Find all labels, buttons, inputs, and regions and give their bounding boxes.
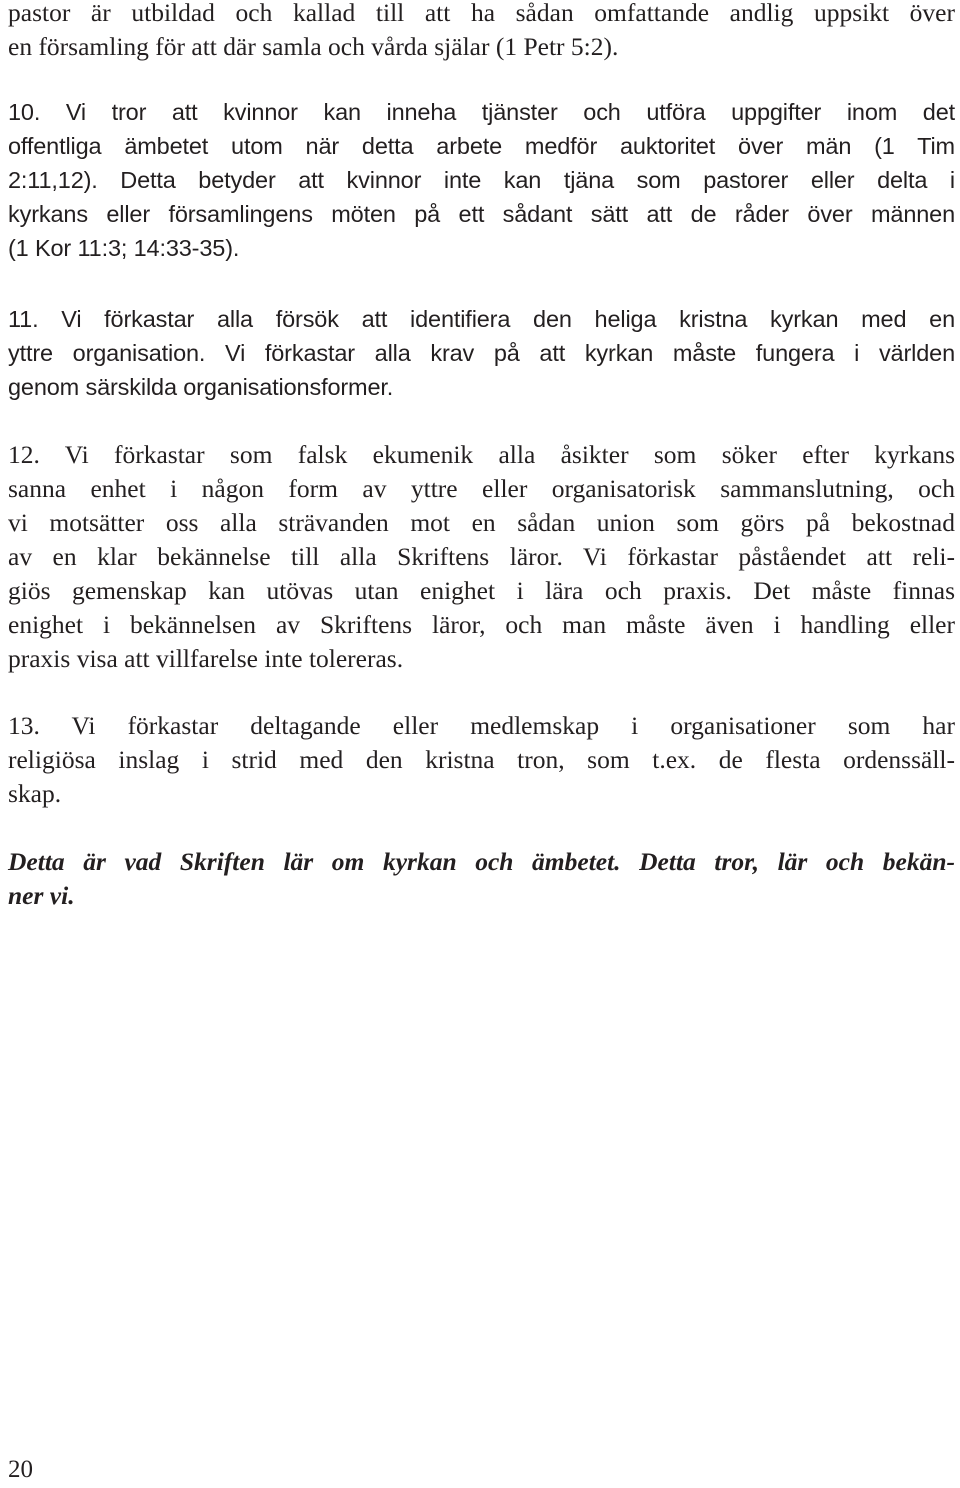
text-line: sanna enhet i någon form av yttre eller organisatorisk sammanslutning, och [8, 474, 955, 503]
text-line: ner vi. [8, 881, 75, 910]
text-line: pastor är utbildad och kallad till att ha sådan omfattande andlig uppsikt över [8, 0, 955, 27]
text-line: kyrkans eller församlingens möten på ett sådant sätt att de råder över männen [8, 201, 955, 227]
text-line: enighet i bekännelsen av Skriftens läror, och man måste även i handling eller [8, 610, 955, 639]
text-line: skap. [8, 779, 62, 808]
text-line: av en klar bekännelse till alla Skriftens läror. Vi förkastar påståendet att reli- [8, 542, 955, 571]
paragraph-11 [8, 302, 955, 404]
text-line: vi motsätter oss alla strävanden mot en sådan union som görs på bekostnad [8, 508, 955, 537]
text-line: praxis visa att villfarelse inte tolereras. [8, 644, 404, 673]
paragraph-10 [8, 95, 955, 265]
text-line: 10. Vi tror att kvinnor kan inneha tjänster och utföra uppgifter inom det [8, 99, 955, 125]
text-line: offentliga ämbetet utom när detta arbete medför auktoritet över män (1 Tim [8, 133, 955, 159]
paragraph-continuation [8, 0, 955, 64]
text-line: en församling för att där samla och vårda själar (1 Petr 5:2). [8, 32, 619, 61]
text-line: religiösa inslag i strid med den kristna tron, som t.ex. de flesta ordenssäll- [8, 745, 955, 774]
text-line: genom särskilda organisationsformer. [8, 374, 394, 400]
text-line: 13. Vi förkastar deltagande eller medlemskap i organisationer som har [8, 711, 955, 740]
closing-statement [8, 845, 955, 913]
text-line: Detta är vad Skriften lär om kyrkan och ämbetet. Detta tror, lär och bekän- [8, 847, 955, 876]
text-line: giös gemenskap kan utövas utan enighet i lära och praxis. Det måste finnas [8, 576, 955, 605]
text-line: yttre organisation. Vi förkastar alla krav på att kyrkan måste fungera i världen [8, 340, 955, 366]
page-number: 20 [8, 1456, 33, 1483]
text-line: 11. Vi förkastar alla försök att identifiera den heliga kristna kyrkan med en [8, 306, 955, 332]
text-line: 12. Vi förkastar som falsk ekumenik alla åsikter som söker efter kyrkans [8, 440, 955, 469]
paragraph-12 [8, 438, 955, 676]
text-line: 2:11,12). Detta betyder att kvinnor inte kan tjäna som pastorer eller delta i [8, 167, 955, 193]
paragraph-13 [8, 709, 955, 811]
text-line: (1 Kor 11:3; 14:33-35). [8, 235, 240, 261]
